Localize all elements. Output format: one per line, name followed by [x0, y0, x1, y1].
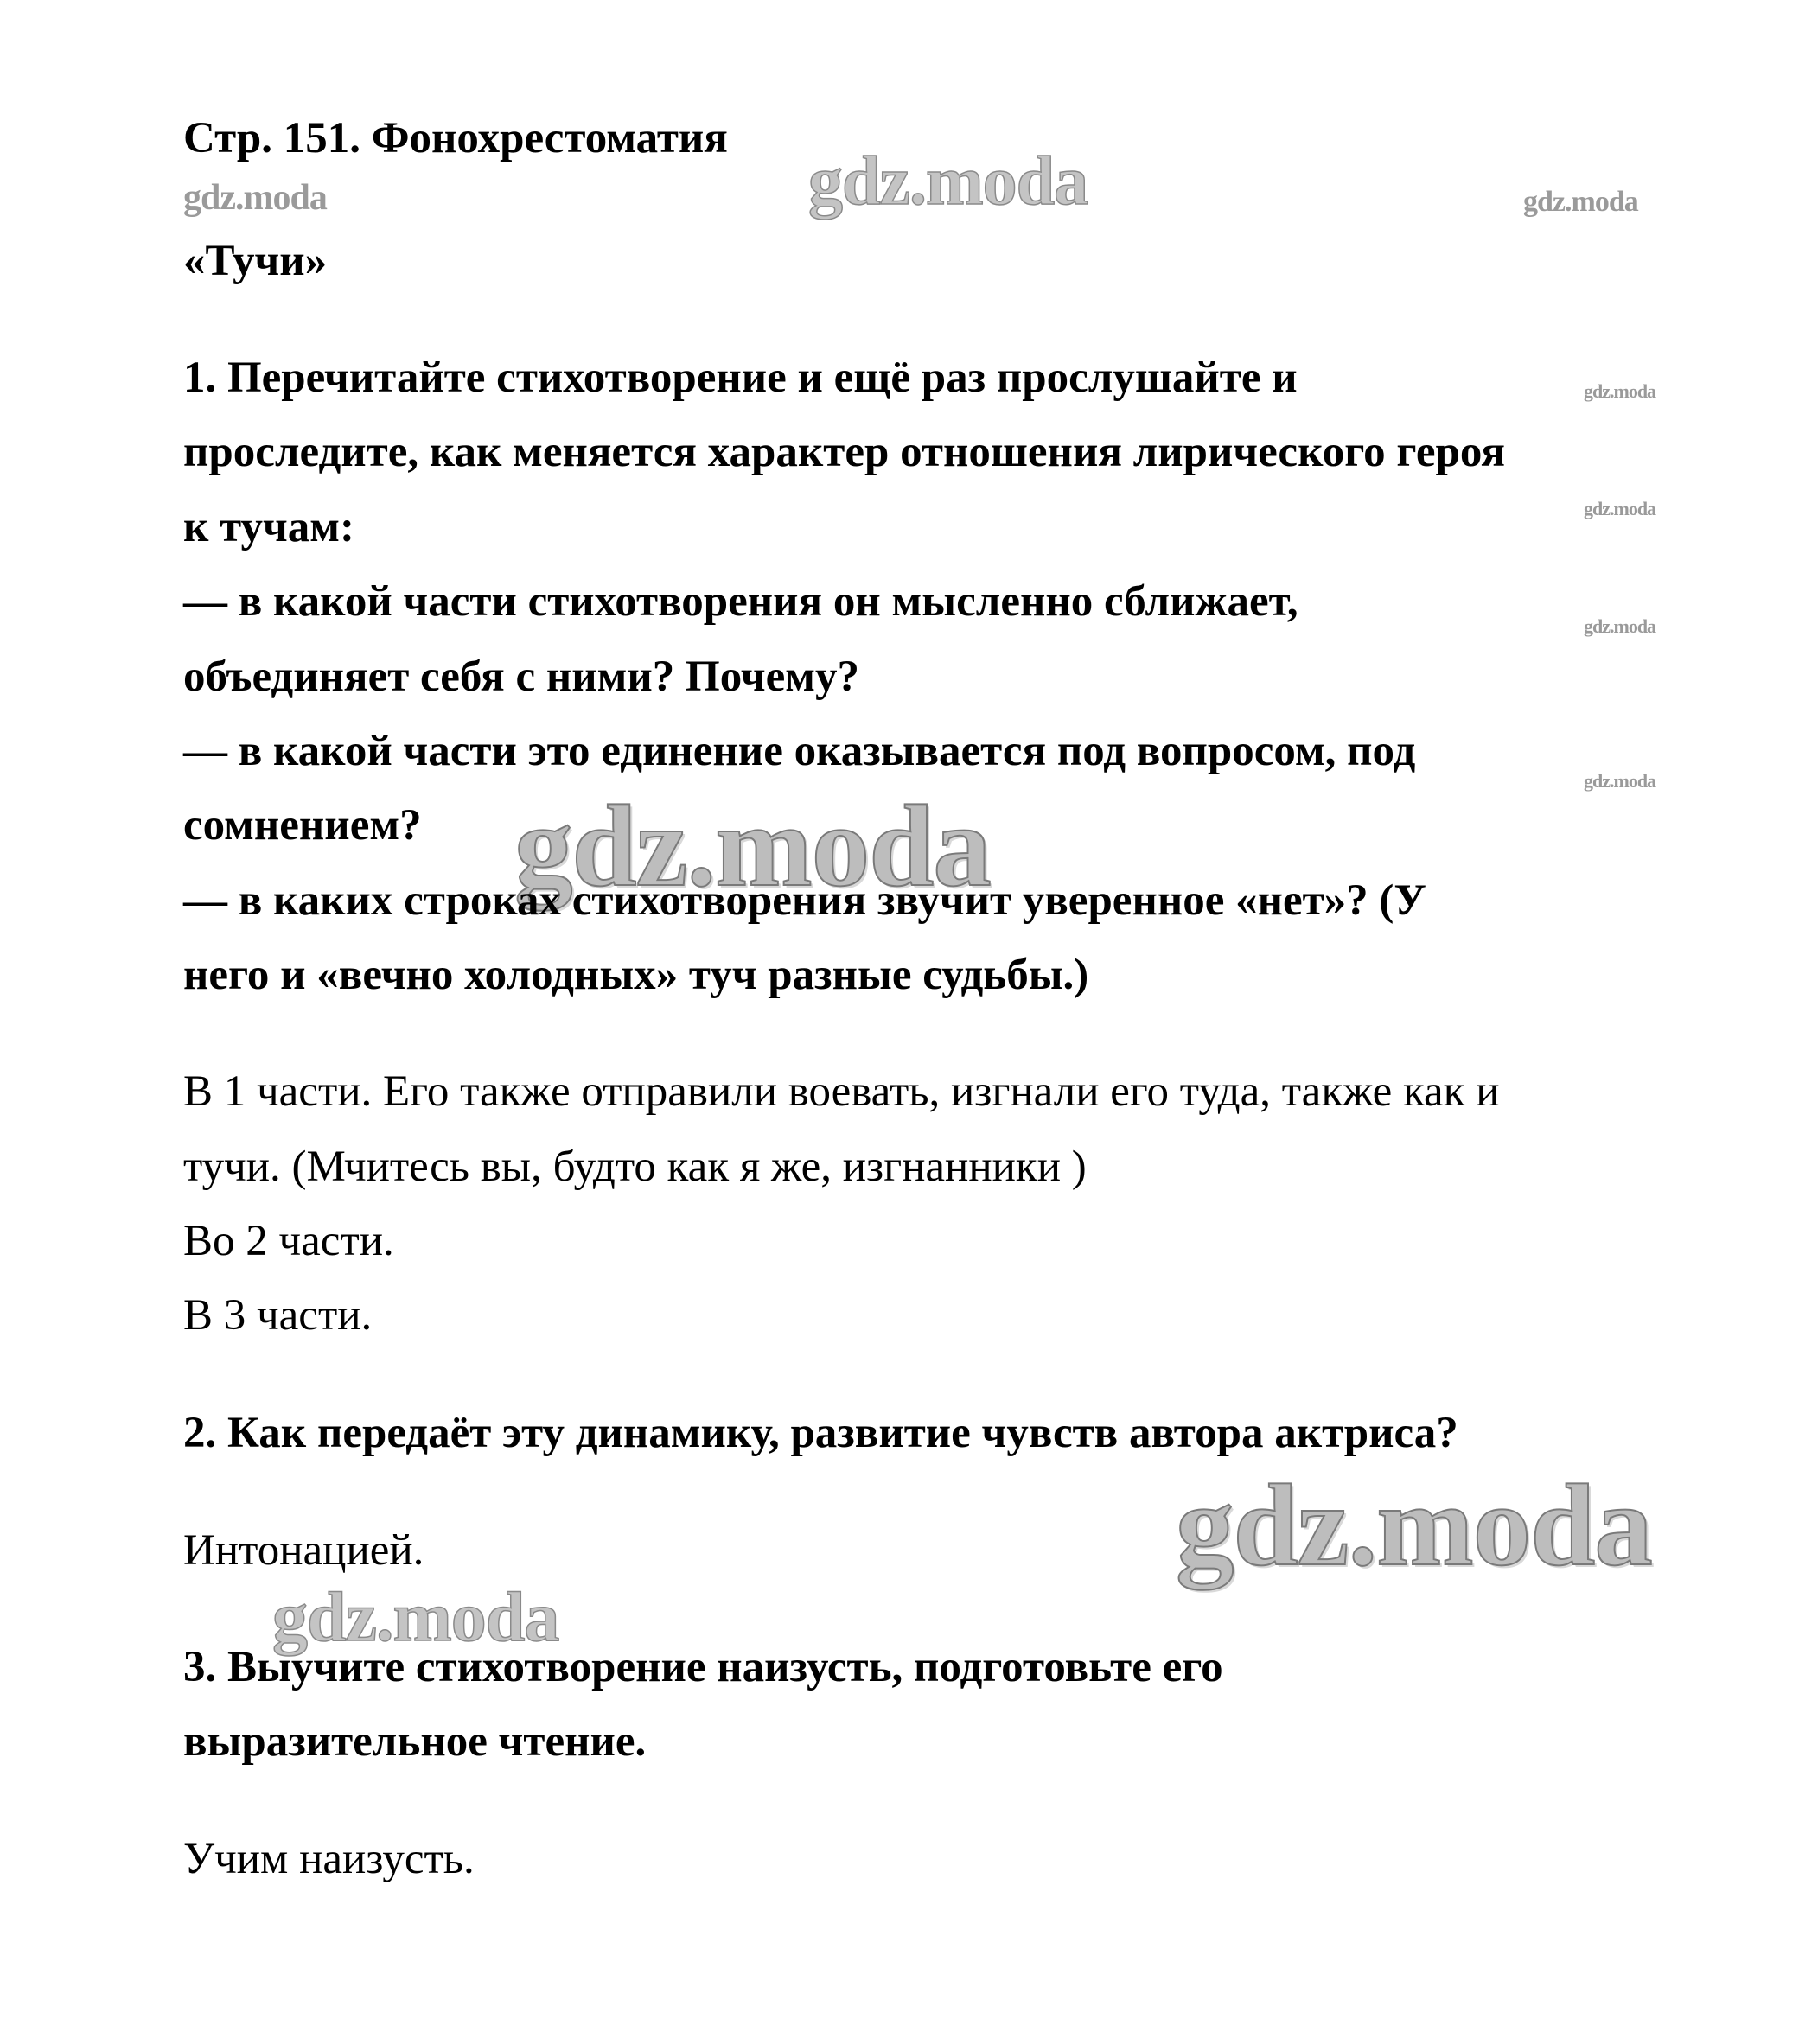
page-title: Стр. 151. Фонохрестоматия	[183, 114, 728, 162]
question-1-line: к тучам:	[183, 503, 354, 551]
answer-1-line: тучи. (Мчитесь вы, будто как я же, изгнанники )	[183, 1143, 1087, 1191]
answer-3: Учим наизусть.	[183, 1835, 475, 1883]
poem-title: «Тучи»	[183, 237, 328, 285]
watermark-large-middle: gdz.moda	[514, 782, 991, 911]
watermark-medium-top-center: gdz.moda	[808, 143, 1088, 220]
watermark-medium-bottom-left: gdz.moda	[272, 1577, 559, 1656]
question-2: 2. Как передаёт эту динамику, развитие чувств автора актриса?	[183, 1409, 1458, 1457]
watermark-small-top-right: gdz.moda	[1523, 186, 1638, 218]
question-3-line: выразительное чтение.	[183, 1717, 647, 1766]
question-1-line: проследите, как меняется характер отношения лирического героя	[183, 428, 1506, 476]
watermark-tiny-right-1: gdz.moda	[1584, 380, 1656, 402]
question-1-line: 1. Перечитайте стихотворение и ещё раз прослушайте и	[183, 353, 1298, 402]
question-1-line: него и «вечно холодных» туч разные судьбы.)	[183, 951, 1089, 999]
question-1-line: — в какой части это единение оказывается под вопросом, под	[183, 727, 1416, 775]
question-1-line: объединяет себя с ними? Почему?	[183, 653, 860, 701]
watermark-tiny-right-4: gdz.moda	[1584, 770, 1656, 792]
answer-2: Интонацией.	[183, 1526, 424, 1575]
question-1-line: сомнением?	[183, 801, 422, 850]
answer-1-line: В 1 части. Его также отправили воевать, изгнали его туда, также как и	[183, 1067, 1500, 1116]
question-1-line: — в каких строках стихотворения звучит уверенное «нет»? (У	[183, 876, 1426, 925]
watermark-tiny-right-3: gdz.moda	[1584, 615, 1656, 637]
watermark-large-right: gdz.moda	[1176, 1461, 1652, 1590]
answer-1-line: Во 2 части.	[183, 1217, 394, 1265]
question-3-line: 3. Выучите стихотворение наизусть, подготовьте его	[183, 1643, 1223, 1691]
watermark-small-top-left: gdz.moda	[183, 178, 327, 218]
watermark-tiny-right-2: gdz.moda	[1584, 498, 1656, 519]
question-1-line: — в какой части стихотворения он мысленно сближает,	[183, 577, 1298, 626]
answer-1-line: В 3 части.	[183, 1291, 373, 1340]
